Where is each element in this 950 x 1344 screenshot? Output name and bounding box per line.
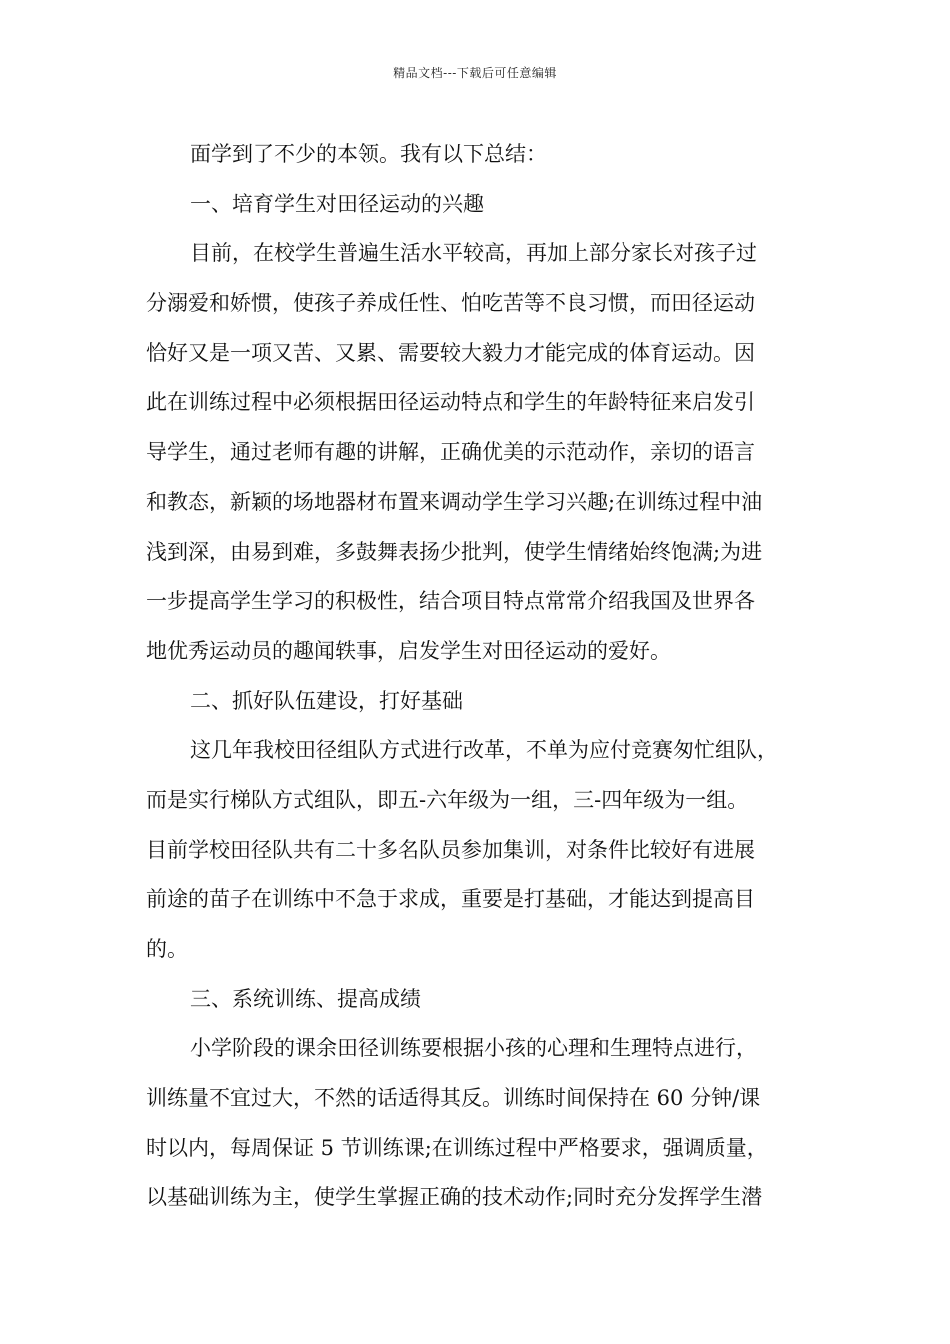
paragraph-line: 此在训练过程中必须根据田径运动特点和学生的年龄特征来启发引 xyxy=(146,390,755,415)
paragraph-line: 地优秀运动员的趣闻轶事，启发学生对田径运动的爱好。 xyxy=(146,638,671,663)
paragraph-line: 前途的苗子在训练中不急于求成，重要是打基础，才能达到提高目 xyxy=(146,887,755,912)
paragraph-line: 浅到深，由易到难，多鼓舞表扬少批判，使学生情绪始终饱满;为进 xyxy=(146,539,763,564)
paragraph-line: 一步提高学生学习的积极性，结合项目特点常常介绍我国及世界各 xyxy=(146,589,755,614)
paragraph-line: 和教态，新颖的场地器材布置来调动学生学习兴趣;在训练过程中油 xyxy=(146,489,763,514)
paragraph-line: 目前学校田径队共有二十多名队员参加集训，对条件比较好有进展 xyxy=(146,837,755,862)
page-header: 精品文档---下载后可任意编辑 xyxy=(393,66,557,80)
paragraph-line: 的。 xyxy=(146,937,188,961)
paragraph-line: 分溺爱和娇惯，使孩子养成任性、怕吃苦等不良习惯，而田径运动 xyxy=(146,291,755,316)
paragraph-line: 恰好又是一项又苦、又累、需要较大毅力才能完成的体育运动。因 xyxy=(146,340,755,365)
section-heading: 一、培育学生对田径运动的兴趣 xyxy=(190,191,484,216)
paragraph-line: 而是实行梯队方式组队，即五-六年级为一组，三-四年级为一组。 xyxy=(146,787,749,812)
paragraph-line: 目前，在校学生普遍生活水平较高，再加上部分家长对孩子过 xyxy=(190,241,757,266)
paragraph-line: 导学生，通过老师有趣的讲解，正确优美的示范动作，亲切的语言 xyxy=(146,440,755,465)
paragraph-line: 小学阶段的课余田径训练要根据小孩的心理和生理特点进行， xyxy=(190,1036,757,1061)
paragraph-line: 以基础训练为主，使学生掌握正确的技术动作;同时充分发挥学生潜 xyxy=(146,1185,763,1210)
paragraph-line: 面学到了不少的本领。我有以下总结： xyxy=(190,142,547,166)
section-heading: 三、系统训练、提高成绩 xyxy=(190,986,421,1011)
document-body xyxy=(146,130,806,1223)
paragraph-line: 这几年我校田径组队方式进行改革，不单为应付竞赛匆忙组队， xyxy=(190,738,778,763)
paragraph-line: 训练量不宜过大，不然的话适得其反。训练时间保持在 60 分钟/课 xyxy=(146,1086,761,1111)
paragraph-line: 时以内，每周保证 5 节训练课;在训练过程中严格要求，强调质量， xyxy=(146,1135,768,1160)
section-heading: 二、抓好队伍建设，打好基础 xyxy=(190,688,463,713)
